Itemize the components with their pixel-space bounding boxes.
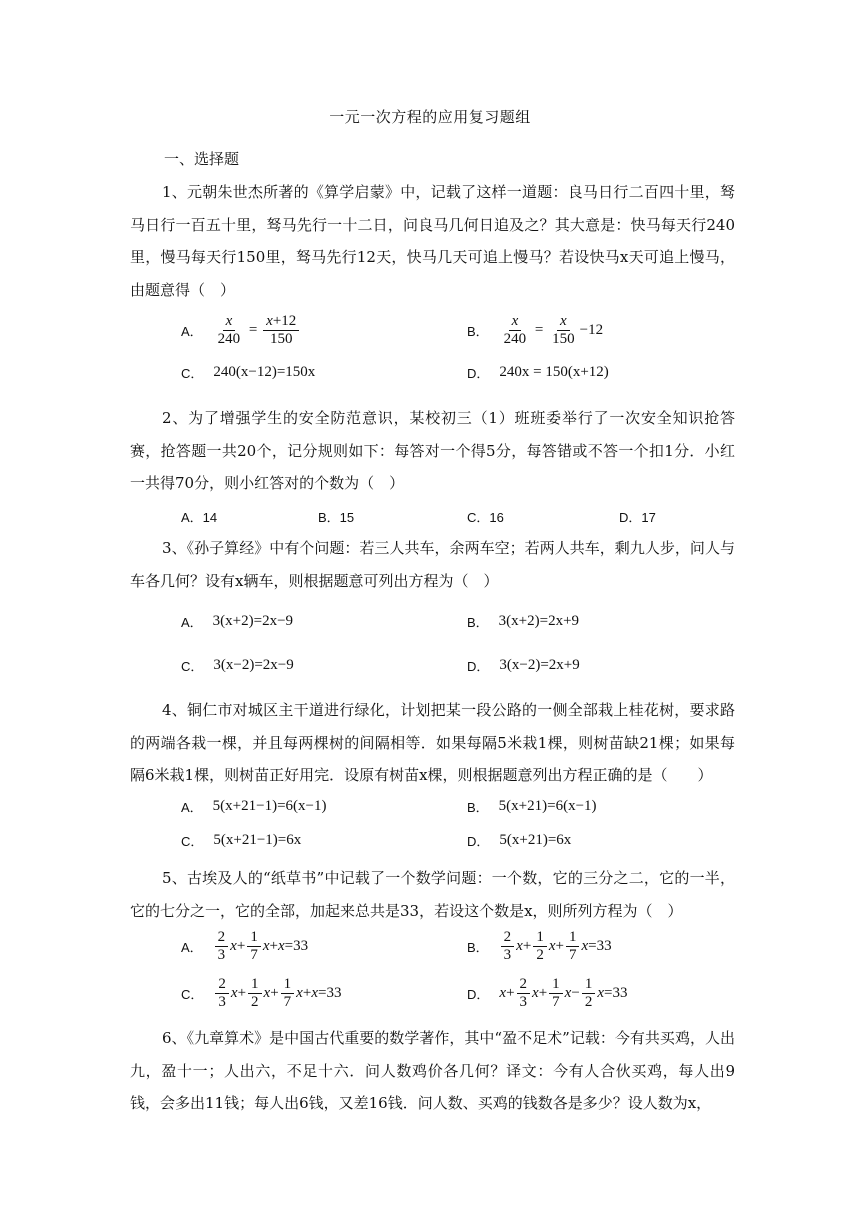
- q3-option-c: C． 3(x−2)=2x−9: [181, 657, 294, 674]
- q3-option-d: D． 3(x−2)=2x+9: [467, 657, 580, 674]
- question-6: 6、《九章算术》是中国古代重要的数学著作，其中“盈不足术”记载：今有共买鸡，人出九，盈十一；人出六，不足十六．问人数鸡价各几何？译文：今有人合伙买鸡，每人出9钱，会多出11钱；每人出6钱，又差16钱．问人数、买鸡的钱数各是多少？设人数为x，: [130, 1029, 735, 1112]
- q5-option-b: B． $\frac{2}{3}$ x+ $\frac{1}{2}$ x+ $\frac{1}{7}$ x=33: [467, 929, 612, 963]
- q1-option-d: D． 240x = 150(x+12): [467, 364, 609, 381]
- q3-option-a: A． 3(x+2)=2x−9: [181, 613, 294, 630]
- q1-option-b: B． $\frac{x}{240}$ = $\frac{x}{150}$ −12: [467, 313, 604, 347]
- q3-option-b: B． 3(x+2)=2x+9: [467, 613, 580, 630]
- q2-option-b: B．15: [318, 510, 355, 525]
- q2-option-a: A．14: [181, 510, 218, 525]
- question-3: 3、《孙子算经》中有个问题：若三人共车，余两车空；若两人共车，剩九人步，问人与车各几何？设有x辆车，则根据题意可列出方程为（ ）: [130, 539, 735, 590]
- page-title: 一元一次方程的应用复习题组: [329, 108, 531, 126]
- q5-option-a: A． $\frac{2}{3}$ x+ $\frac{1}{7}$ x+x=33: [181, 929, 309, 963]
- q5-option-c: C． $\frac{2}{3}$ x+ $\frac{1}{2}$ x+ $\frac{1}{7}$ x+x=33: [181, 976, 342, 1010]
- q4-option-d: D． 5(x+21)=6x: [467, 832, 572, 849]
- q4-option-c: C． 5(x+21−1)=6x: [181, 832, 302, 849]
- section-heading: 一、选择题: [164, 150, 240, 168]
- q4-option-a: A． 5(x+21−1)=6(x−1): [181, 798, 327, 815]
- q5-option-d: D． x+ $\frac{2}{3}$ x+ $\frac{1}{7}$ x− $\frac{1}{2}$ x=33: [467, 976, 628, 1010]
- q4-option-b: B． 5(x+21)=6(x−1): [467, 798, 597, 815]
- q1-option-c: C． 240(x−12)=150x: [181, 364, 316, 381]
- q2-option-d: D．17: [619, 510, 656, 525]
- question-1: 1、元朝朱世杰所著的《算学启蒙》中，记载了这样一道题：良马日行二百四十里，驽马日行一百五十里，驽马先行一十二日，问良马几何日追及之？其大意是：快马每天行240里，慢马每天行150里，驽马先行12天，快马几天可追上慢马？若设快马x天可追上慢马，由题意得（ ）: [130, 183, 735, 299]
- question-4: 4、铜仁市对城区主干道进行绿化，计划把某一段公路的一侧全部栽上桂花树，要求路的两端各栽一棵，并且每两棵树的间隔相等．如果每隔5米栽1棵，则树苗缺21棵；如果每隔6米栽1棵，则树苗正好用完．设原有树苗x棵，则根据题意列出方程正确的是（ ）: [130, 701, 735, 784]
- question-5: 5、古埃及人的“纸草书”中记载了一个数学问题：一个数，它的三分之二，它的一半，它的七分之一，它的全部，加起来总共是33，若设这个数是x，则所列方程为（ ）: [130, 869, 735, 920]
- question-2: 2、为了增强学生的安全防范意识，某校初三（1）班班委举行了一次安全知识抢答赛，抢答题一共20个，记分规则如下：每答对一个得5分，每答错或不答一个扣1分．小红一共得70分，则小红答对的个数为（ ）: [130, 409, 735, 492]
- q1-option-a: A． $\frac{x}{240}$ = $\frac{x+12}{150}$: [181, 313, 301, 348]
- q2-option-c: C．16: [467, 510, 504, 525]
